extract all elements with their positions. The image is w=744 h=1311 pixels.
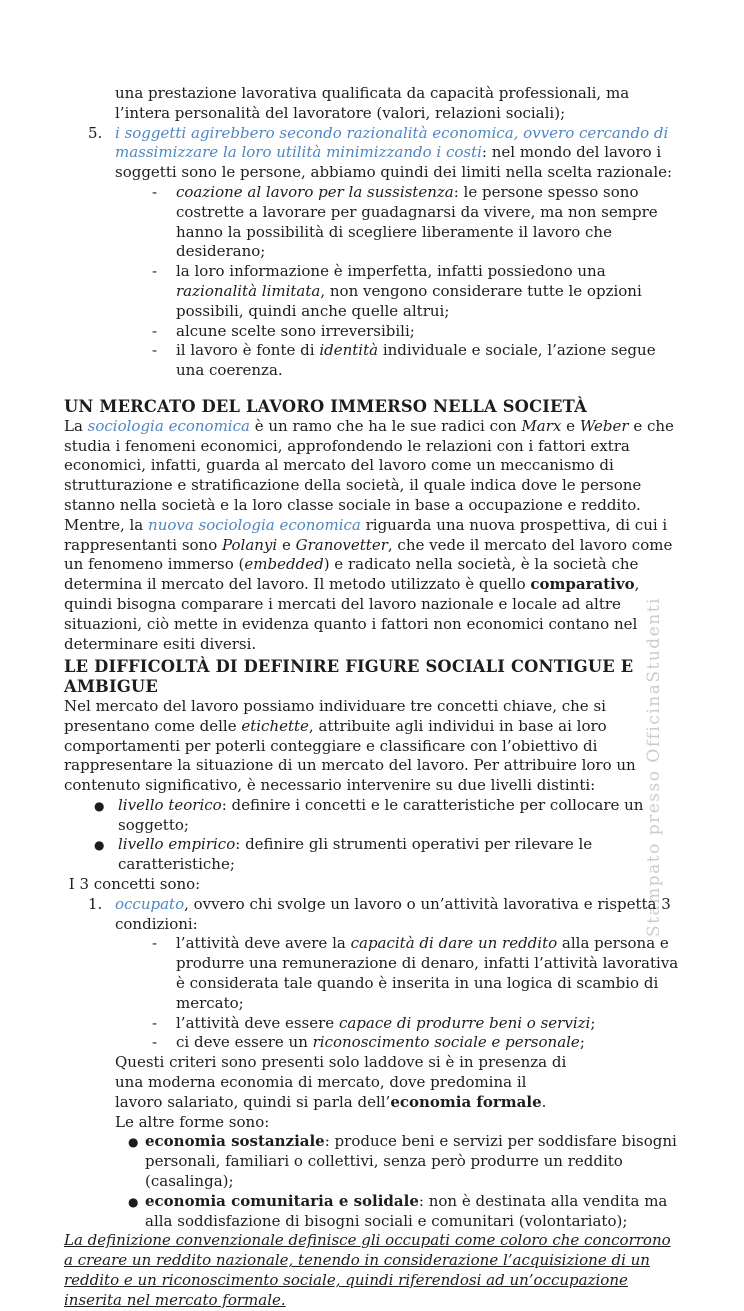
text-run: economia sostanziale xyxy=(145,1132,325,1151)
section-heading xyxy=(64,397,680,417)
text-block xyxy=(64,895,680,935)
text-block xyxy=(64,417,680,655)
text-run: capace di produrre beni o servizi xyxy=(338,1013,591,1032)
text-run: una prestazione lavorativa qualificata da capacità professionali, ma l’intera personalità del lavoratore (valori, relazioni sociali); xyxy=(115,84,630,122)
text-run: e xyxy=(561,416,580,435)
text-run: Granovetter xyxy=(295,535,388,554)
text-block xyxy=(64,1053,567,1132)
text-run: e xyxy=(277,535,296,554)
list-marker: ● xyxy=(128,1135,139,1150)
text-run: Weber xyxy=(579,416,629,435)
text-block xyxy=(64,341,680,381)
text-run: sociologia economica xyxy=(87,416,250,435)
document-content xyxy=(64,84,680,1311)
text-block xyxy=(64,875,680,895)
text-run: livello empirico xyxy=(118,835,236,854)
list-marker: ● xyxy=(128,1194,139,1209)
text-run: alla persona e produrre una remunerazione di denaro, infatti l’attività lavorativa è considerata tale quando è inserita in una logica di scambio di mercato; xyxy=(176,934,679,1012)
text-run: è un ramo che ha le sue radici con xyxy=(249,416,522,435)
text-run: economia comunitaria e solidale xyxy=(145,1191,419,1210)
list-marker: ● xyxy=(94,838,105,853)
list-marker: - xyxy=(152,341,158,360)
text-run: identità xyxy=(319,341,379,360)
text-run: l’attività deve essere xyxy=(176,1013,339,1032)
list-marker: 1. xyxy=(88,894,103,913)
text-run: Nel mercato del lavoro possiamo individuare tre concetti chiave, che si presentano come delle xyxy=(64,696,606,735)
text-run: embedded xyxy=(244,555,324,574)
text-run: : definire i concetti e le caratteristiche per collocare un soggetto; xyxy=(118,795,644,834)
text-run: ci deve essere un xyxy=(176,1033,313,1052)
text-run: ) e radicato nella società, è la società che determina il mercato del lavoro. Il metodo utilizzato è quello xyxy=(64,555,639,594)
list-marker: - xyxy=(152,262,158,281)
text-run: . Le altre forme sono: xyxy=(115,1092,547,1131)
text-run: alcune scelte sono irreversibili; xyxy=(176,321,415,340)
text-run: , ovvero chi svolge un lavoro o un’attività lavorativa e rispetta 3 condizioni: xyxy=(115,894,671,933)
text-run: nuova sociologia economica xyxy=(148,515,361,534)
list-marker: 5. xyxy=(88,123,103,142)
text-run: , quindi bisogna comparare i mercati del lavoro nazionale e locale ad altre situazioni, ciò mette in evidenza quanto i fattori non economici contano nel determinare esiti diversi. xyxy=(64,575,640,653)
text-run: i soggetti agirebbero secondo razionalità economica, ovvero cercando di massimizzare la loro utilità minimizzando i costi xyxy=(115,123,669,162)
text-block xyxy=(64,1132,680,1191)
watermark-text: Stampato presso OfficinaStudenti xyxy=(644,597,664,937)
text-run: Polanyi xyxy=(222,535,278,554)
list-marker: - xyxy=(152,934,158,953)
text-run: occupato xyxy=(115,894,185,913)
text-run: la loro informazione è imperfetta, infatti possiedono una xyxy=(176,262,606,281)
text-block xyxy=(64,1231,680,1310)
list-marker: - xyxy=(152,321,158,340)
text-run: : produce beni e servizi per soddisfare bisogni personali, familiari o collettivi, senza però produrre un reddito (casalinga); xyxy=(145,1132,677,1191)
text-run: Questi criteri sono presenti solo laddove si è in presenza di una moderna economia di mercato, dove predomina il lavoro salariato, quindi si parla dell’ xyxy=(115,1053,567,1111)
text-run: livello teorico xyxy=(118,795,222,814)
text-run: riconoscimento sociale e personale xyxy=(312,1033,580,1052)
text-block xyxy=(64,262,680,321)
text-run: I 3 concetti sono: xyxy=(64,875,201,894)
section-heading xyxy=(64,657,680,697)
text-run: coazione al lavoro per la sussistenza xyxy=(176,182,454,201)
text-run: : nel mondo del lavoro i soggetti sono le persone, abbiamo quindi dei limiti nella scelta razionale: xyxy=(115,143,673,182)
text-run: LE DIFFICOLTÀ DI DEFINIRE FIGURE SOCIALI CONTIGUE E AMBIGUE xyxy=(64,657,634,697)
text-run: economia formale xyxy=(390,1092,542,1111)
text-run: etichette xyxy=(241,716,309,735)
text-run: La definizione convenzionale definisce gli occupati come coloro che concorrono a creare un reddito nazionale, tenendo in considerazione l’acquisizione di un reddito e un riconoscimento sociale, quindi riferendosi ad un’occupazione inserita nel mercato formale. xyxy=(64,1231,671,1309)
text-run: , non vengono considerare tutte le opzioni possibili, quindi anche quelle altrui; xyxy=(176,281,642,320)
text-run: ; xyxy=(590,1013,596,1032)
text-run: , che vede il mercato del lavoro come un fenomeno immerso ( xyxy=(64,535,673,574)
text-run: ; xyxy=(579,1033,585,1052)
text-block xyxy=(64,835,680,875)
text-block xyxy=(64,697,680,796)
text-run: capacità di dare un reddito xyxy=(350,934,558,953)
text-block xyxy=(64,934,680,1013)
text-block xyxy=(64,124,680,183)
text-run: il lavoro è fonte di xyxy=(176,341,320,360)
list-marker: - xyxy=(152,1013,158,1032)
text-run: riguarda una nuova prospettiva, di cui i rappresentanti sono xyxy=(64,515,668,554)
text-run: razionalità limitata xyxy=(176,281,321,300)
text-run: , attribuite agli individui in base ai loro comportamenti per poterli conteggiare e classificare con l’obiettivo di rappresentare la situazione di un mercato del lavoro. Per attribuire loro un contenuto significativo, è necessario intervenire su due livelli distinti: xyxy=(64,716,636,795)
text-run: La xyxy=(64,416,88,435)
text-run: UN MERCATO DEL LAVORO IMMERSO NELLA SOCIETÀ xyxy=(64,396,587,416)
text-block xyxy=(64,84,680,124)
text-run: Marx xyxy=(521,416,562,435)
text-run: : definire gli strumenti operativi per rilevare le caratteristiche; xyxy=(118,835,593,874)
list-marker: - xyxy=(152,182,158,201)
text-run: : non è destinata alla vendita ma alla soddisfazione di bisogni sociali e comunitari (volontariato); xyxy=(145,1191,668,1230)
text-block xyxy=(64,1014,680,1034)
text-block xyxy=(64,796,680,836)
text-run: comparativo xyxy=(530,575,635,594)
list-marker: ● xyxy=(94,798,105,813)
text-run: l’attività deve avere la xyxy=(176,934,351,953)
text-run: individuale e sociale, l’azione segue una coerenza. xyxy=(176,341,656,380)
list-marker: - xyxy=(152,1033,158,1052)
text-block xyxy=(64,1192,680,1232)
text-block xyxy=(64,183,680,262)
text-block xyxy=(64,1033,680,1053)
text-run: e che studia i fenomeni economici, approfondendo le relazioni con i fattori extra economici, infatti, guarda al mercato del lavoro come un meccanismo di strutturazione e stratificazione della società, il quale indica dove le persone stanno nella società e la loro classe sociale in base a occupazione e reddito. Mentre, la xyxy=(64,416,674,534)
text-run: : le persone spesso sono costrette a lavorare per guadagnarsi da vivere, ma non sempre hanno la possibilità di scegliere liberamente il lavoro che desiderano; xyxy=(176,182,658,261)
text-block xyxy=(64,322,680,342)
